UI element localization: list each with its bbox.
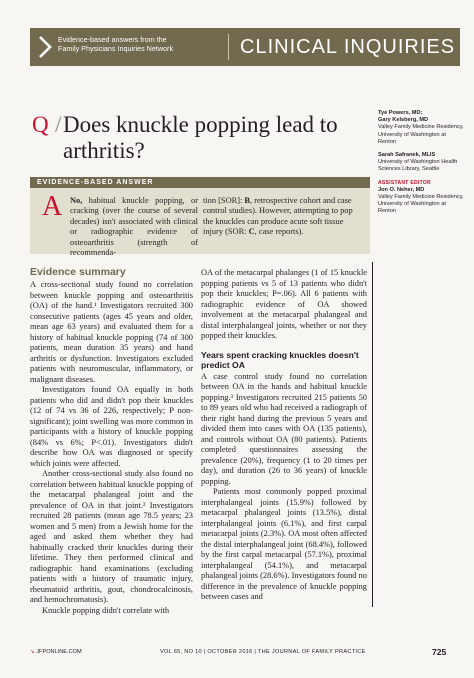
- article-title: Does knuckle popping lead to arthritis?: [63, 112, 338, 163]
- body-paragraph: OA of the metacarpal phalanges (1 of 15 knuckle popping patients vs 5 of 13 patients who didn't pop their knuckles; P=.06). All 6 patients with radiographic evidence of OA showed involvement at the metacarpal phalangeal and distal interphalangeal joints, whether or not they popped their knuckles.: [201, 268, 367, 340]
- header-separator: [228, 34, 229, 60]
- evidence-summary-heading: Evidence summary: [30, 266, 126, 278]
- author-column: [378, 110, 464, 222]
- subheading: Years spent cracking knuckles doesn't predict OA: [201, 349, 359, 370]
- body-column-1: [30, 280, 193, 616]
- body-paragraph: Another cross-sectional study also found no correlation between habitual knuckle popping of the metacarpal phalangeal joint and the prevalence of OA in that joint.² Investigators recruited 28 patients (mean age 78.5 years; 23 women and 5 men) from a Jewish home for the aged and asked them whether they had habitually cracked their knuckles during their lifetime. They then performed clinical and radiographic hand examinations (excluding patients with a history of traumatic injury, rheumatoid arthritis, gout, chondrocalcinosis, and hemochromatosis).: [30, 469, 193, 604]
- answer-text-2a: tion [SOR]:: [203, 196, 245, 205]
- tagline-line-2: Family Physicians Inquiries Network: [58, 44, 174, 53]
- assistant-editor-block: [378, 180, 464, 216]
- author-name: Gary Kelsberg, MD: [378, 117, 429, 124]
- editor-name: Jon O. Neher, MD: [378, 186, 425, 193]
- sor-grade-c: C: [248, 227, 255, 237]
- author-block-1: [378, 110, 464, 146]
- answer-text-2c: , retrospective cohort and case control studies). However, attempting to pop the knuckles can produce acute soft tissue injury (SOR:: [203, 196, 353, 237]
- chevron-right-icon: [36, 35, 56, 59]
- page-number: 725: [432, 647, 447, 657]
- arrow-mark-icon: ↘: [30, 649, 35, 655]
- footer-site: [30, 649, 82, 655]
- answer-no: No,: [70, 196, 83, 205]
- body-paragraph: A cross-sectional study found no correlation between knuckle popping and osteoarthritis (OA) of the hand.¹ Investigators recruited 300 consecutive patients (ages 45 years and older, mean age 63 years) and evaluated them for a history of habitual knuckle popping (74 of 300 patients, mean duration 35 years) and hand arthritis or dysfunction. Investigators excluded patients with neuromuscular, inflammatory, or malignant diseases.: [30, 280, 193, 384]
- q-slash: /: [55, 112, 62, 137]
- body-paragraph: Investigators found OA equally in both patients who did and didn't pop their knuckles (12 of 74 vs 36 of 226, respectively; P non-significant); joint swelling was more common in participants with a history of knuckle popping (84% vs 6%; P<.01). Investigators didn't describe how OA was diagnosed or specify which joints were affected.: [30, 385, 193, 468]
- answer-text-2e: , case reports).: [254, 227, 304, 237]
- section-brand: CLINICAL INQUIRIES: [240, 36, 456, 58]
- evidence-answer-heading: EVIDENCE-BASED ANSWER: [30, 177, 370, 188]
- answer-column-1: [70, 196, 198, 258]
- header-tagline: [58, 35, 208, 53]
- author-name: Sarah Safranek, MLIS: [378, 152, 436, 159]
- footer-issue: VOL 65, NO 10 | OCTOBER 2016 | THE JOURNAL OF FAMILY PRACTICE: [160, 649, 366, 655]
- header-banner: [30, 28, 460, 66]
- author-name: Tye Powers, MD;: [378, 110, 423, 116]
- answer-column-2: [203, 196, 363, 238]
- body-column-2: [201, 268, 367, 603]
- tagline-line-1: Evidence-based answers from the: [58, 35, 167, 44]
- author-affiliation: Valley Family Medicine Residency, University of Washington at Renton: [378, 124, 464, 145]
- answer-drop-cap: A: [42, 191, 63, 222]
- sor-grade-b: B: [244, 196, 251, 205]
- body-paragraph: Knuckle popping didn't correlate with: [42, 605, 170, 615]
- q-mark: Q: [32, 112, 49, 137]
- column-divider: [372, 262, 373, 607]
- body-paragraph: Patients most commonly popped proximal interphalangeal joints (15.9%) followed by metacarpal phalangeal joints (13.5%), distal interphalangeal joints (6.1%), and first carpal metacarpal joints (2.3%). OA most often affected the distal interphalangeal joint (68.4%), followed by the first carpal metacarpal (57.1%), proximal interphalangeal (54.1%), and metacarpal phalangeal joints (28.6%). Investigators found no difference in the prevalence of knuckle popping between cases and: [201, 487, 367, 601]
- body-paragraph: A case control study found no correlation between OA in the hands and habitual knuckle popping.³ Investigators recruited 215 patients 50 to 89 years old who had received a radiograph of their right hand during the previous 5 years and divided them into cases with OA (135 patients), and controls without OA (80 patients). Patients completed questionnaires assessing the prevalence (20%), frequency (1 to 20 times per day), and duration (26 to 36 years) of knuckle popping.: [201, 371, 367, 486]
- author-affiliation: University of Washington Health Sciences Library, Seattle: [378, 159, 458, 173]
- footer-site-text: JFPONLINE.COM: [36, 649, 82, 655]
- assistant-editor-label: ASSISTANT EDITOR: [378, 179, 431, 186]
- answer-text-1: habitual knuckle popping, or cracking (over the course of several decades) isn't associated with clinical or radiographic evidence of osteoarthritis (strength of recommenda-: [70, 196, 199, 258]
- editor-affiliation: Valley Family Medicine Residency, University of Washington at Renton: [378, 194, 464, 215]
- author-block-2: [378, 152, 464, 174]
